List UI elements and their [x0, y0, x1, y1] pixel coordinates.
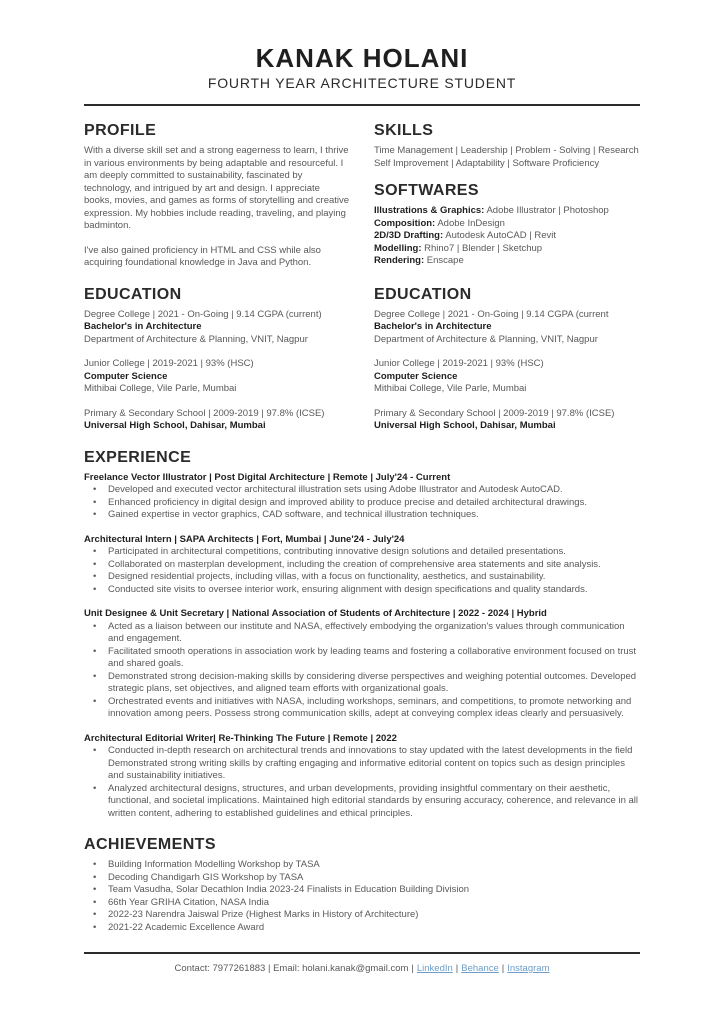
experience-section	[84, 449, 640, 821]
education-title: Bachelor's in Architecture	[84, 321, 202, 332]
job-bullet: • Gained expertise in vector graphics, CAD software, and technical illustration techniques.	[84, 509, 640, 522]
skills-list: Time Management | Leadership | Problem - Solving | Research Self Improvement | Adaptability | Software Proficiency	[374, 145, 639, 169]
education-meta: Primary & Secondary School | 2009-2019 | 97.8% (ICSE)	[84, 407, 325, 419]
software-line	[374, 243, 640, 256]
instagram-link[interactable]: Instagram	[507, 963, 550, 974]
achievements-section	[84, 836, 640, 934]
education-heading: EDUCATION	[84, 285, 182, 303]
education-title: Bachelor's in Architecture	[374, 321, 492, 332]
candidate-subtitle: FOURTH YEAR ARCHITECTURE STUDENT	[207, 75, 517, 91]
education-meta: Degree College | 2021 - On-Going | 9.14 CGPA (current	[374, 308, 609, 320]
software-category-label: Illustrations & Graphics:	[374, 205, 485, 216]
achievement-item: • Building Information Modelling Workshop by TASA	[84, 859, 640, 872]
education-detail: Mithibai College, Vile Parle, Mumbai	[84, 383, 237, 394]
education-entry	[84, 358, 350, 396]
job-bullet-list	[84, 546, 640, 596]
software-line	[374, 255, 640, 268]
candidate-name: KANAK HOLANI	[255, 43, 469, 73]
education-meta: Junior College | 2019-2021 | 93% (HSC)	[374, 358, 544, 369]
job-bullet: • Collaborated on masterplan development, including the creation of comprehensive area statements and site analysis.	[84, 559, 640, 572]
education-meta: Degree College | 2021 - On-Going | 9.14 CGPA (current)	[84, 308, 322, 320]
education-title: Universal High School, Dahisar, Mumbai	[374, 420, 556, 431]
skills-section	[374, 122, 640, 170]
skills-heading: SKILLS	[374, 122, 434, 139]
education-entry	[374, 309, 640, 347]
job-bullet: • Developed and executed vector architectural illustration sets using Adobe Illustrator and Autodesk AutoCAD.	[84, 484, 640, 497]
experience-heading: EXPERIENCE	[84, 448, 192, 466]
experience-job	[84, 733, 640, 821]
two-column-area	[84, 122, 640, 433]
experience-job	[84, 608, 640, 721]
behance-link[interactable]: Behance	[461, 963, 499, 974]
education-section-left	[84, 286, 350, 433]
job-bullet-list	[84, 621, 640, 721]
footer-contact-line	[84, 954, 640, 976]
softwares-section	[374, 182, 640, 268]
software-category-label: Composition:	[374, 217, 436, 229]
education-detail: Mithibai College, Vile Parle, Mumbai	[374, 383, 527, 394]
separator: |	[411, 963, 414, 974]
header-divider	[84, 104, 640, 106]
job-bullet: • Orchestrated events and initiatives with NASA, including workshops, seminars, and competitions, to promote networking and innovation among peers. Possess strong communication skills, adept at conveying complex ideas clearly and persuasively.	[84, 696, 640, 721]
job-bullet: • Participated in architectural competitions, contributing innovative design solutions and detailed presentations.	[84, 546, 640, 559]
job-bullet-list	[84, 484, 640, 522]
skills-softwares-column	[374, 122, 640, 270]
education-title: Computer Science	[84, 370, 168, 382]
header	[84, 44, 640, 91]
education-entry	[374, 358, 640, 396]
achievement-item: • Decoding Chandigarh GIS Workshop by TASA	[84, 872, 640, 885]
job-bullet: • Enhanced proficiency in digital design and improved ability to produce precise and detailed architectural drawings.	[84, 497, 640, 510]
education-section-right	[374, 286, 640, 433]
profile-paragraph-1: With a diverse skill set and a strong eagerness to learn, I thrive in various environments by being adaptable and resourceful. I am deeply committed to sustainability, fascinated by technology, and intrigued by art and design. I appreciate books, movies, and games as forms of storytelling and creative expression. My hobbies include reading, traveling, and playing badminton.	[84, 145, 350, 231]
contact-info: Contact: 7977261883 | Email: holani.kanak@gmail.com	[174, 963, 409, 974]
software-category-value: Adobe InDesign	[435, 217, 505, 229]
software-category-label: 2D/3D Drafting:	[374, 230, 444, 241]
achievement-item: • 66th Year GRIHA Citation, NASA India	[84, 897, 640, 910]
job-bullet: • Facilitated smooth operations in association work by leading teams and fostering a collaborative environment focused on trust and shared goals.	[84, 646, 640, 671]
education-entry	[84, 309, 350, 347]
profile-paragraph-2: I've also gained proficiency in HTML and CSS while also acquiring foundational knowledge in Java and Python.	[84, 244, 321, 268]
job-bullet: • Designed residential projects, including villas, with a focus on functionality, aesthetics, and sustainability.	[84, 571, 640, 584]
software-line	[374, 218, 640, 231]
software-category-value: Enscape	[424, 255, 464, 266]
separator: |	[501, 963, 505, 974]
footer	[84, 952, 640, 976]
software-line	[374, 205, 640, 218]
achievement-item: • 2021-22 Academic Excellence Award	[84, 922, 640, 935]
education-meta: Junior College | 2019-2021 | 93% (HSC)	[84, 358, 254, 369]
achievements-heading: ACHIEVEMENTS	[84, 836, 216, 853]
education-entry	[374, 408, 640, 433]
software-category-value: Rhino7 | Blender | Sketchup	[421, 242, 543, 254]
job-bullet: • Conducted site visits to oversee interior work, ensuring alignment with design specifications and quality standards.	[84, 584, 640, 597]
education-detail: Department of Architecture & Planning, VNIT, Nagpur	[374, 333, 598, 345]
education-entry	[84, 408, 350, 433]
linkedin-link[interactable]: LinkedIn	[416, 963, 453, 974]
achievement-item: • 2022-23 Narendra Jaiswal Prize (Highest Marks in History of Architecture)	[84, 909, 640, 922]
education-heading: EDUCATION	[374, 285, 472, 303]
experience-job	[84, 472, 640, 522]
experience-job	[84, 534, 640, 597]
separator: |	[455, 963, 459, 974]
software-category-value: Adobe Illustrator | Photoshop	[484, 205, 609, 216]
software-line	[374, 230, 640, 243]
job-title: Unit Designee & Unit Secretary | National Association of Students of Architecture | 2022 - 2024 | Hybrid	[84, 608, 547, 619]
profile-section	[84, 122, 350, 270]
job-bullet: • Demonstrated strong decision-making skills by considering diverse perspectives and weighing potential outcomes. Developed strategic plans, set objectives, and aligned team efforts with organizational goals.	[84, 671, 640, 696]
education-title: Universal High School, Dahisar, Mumbai	[84, 420, 266, 431]
job-bullet-list	[84, 745, 640, 820]
achievements-list	[84, 859, 640, 934]
software-category-label: Modelling:	[374, 242, 422, 254]
job-title: Architectural Intern | SAPA Architects | Fort, Mumbai | June'24 - July'24	[84, 533, 405, 545]
education-title: Computer Science	[374, 370, 458, 382]
education-meta: Primary & Secondary School | 2009-2019 | 97.8% (ICSE)	[374, 407, 615, 419]
software-category-value: Autodesk AutoCAD | Revit	[443, 230, 556, 241]
job-bullet: • Analyzed architectural designs, structures, and urban developments, providing insightful commentary on their aesthetic, functional, and societal implications. Maintained high editorial standards by ensuring accuracy, coherence, and relevance in all written content, adhering to established guidelines and ethical principles.	[84, 783, 640, 821]
profile-heading: PROFILE	[84, 122, 157, 139]
job-title: Freelance Vector Illustrator | Post Digital Architecture | Remote | July'24 - Current	[84, 471, 451, 483]
softwares-heading: SOFTWARES	[374, 182, 479, 199]
job-title: Architectural Editorial Writer| Re-Thinking The Future | Remote | 2022	[84, 732, 397, 744]
software-category-label: Rendering:	[374, 255, 425, 266]
job-bullet: • Acted as a liaison between our institute and NASA, effectively embodying the organization's values through communication and engagement.	[84, 621, 640, 646]
job-bullet: • Conducted in-depth research on architectural trends and innovations to stay updated with the latest developments in the field Demonstrated strong writing skills by crafting engaging and informative editorial content on topics such as design principles and sustainability initiatives.	[84, 745, 640, 783]
achievement-item: • Team Vasudha, Solar Decathlon India 2023-24 Finalists in Education Building Division	[84, 884, 640, 897]
education-detail: Department of Architecture & Planning, VNIT, Nagpur	[84, 333, 308, 345]
